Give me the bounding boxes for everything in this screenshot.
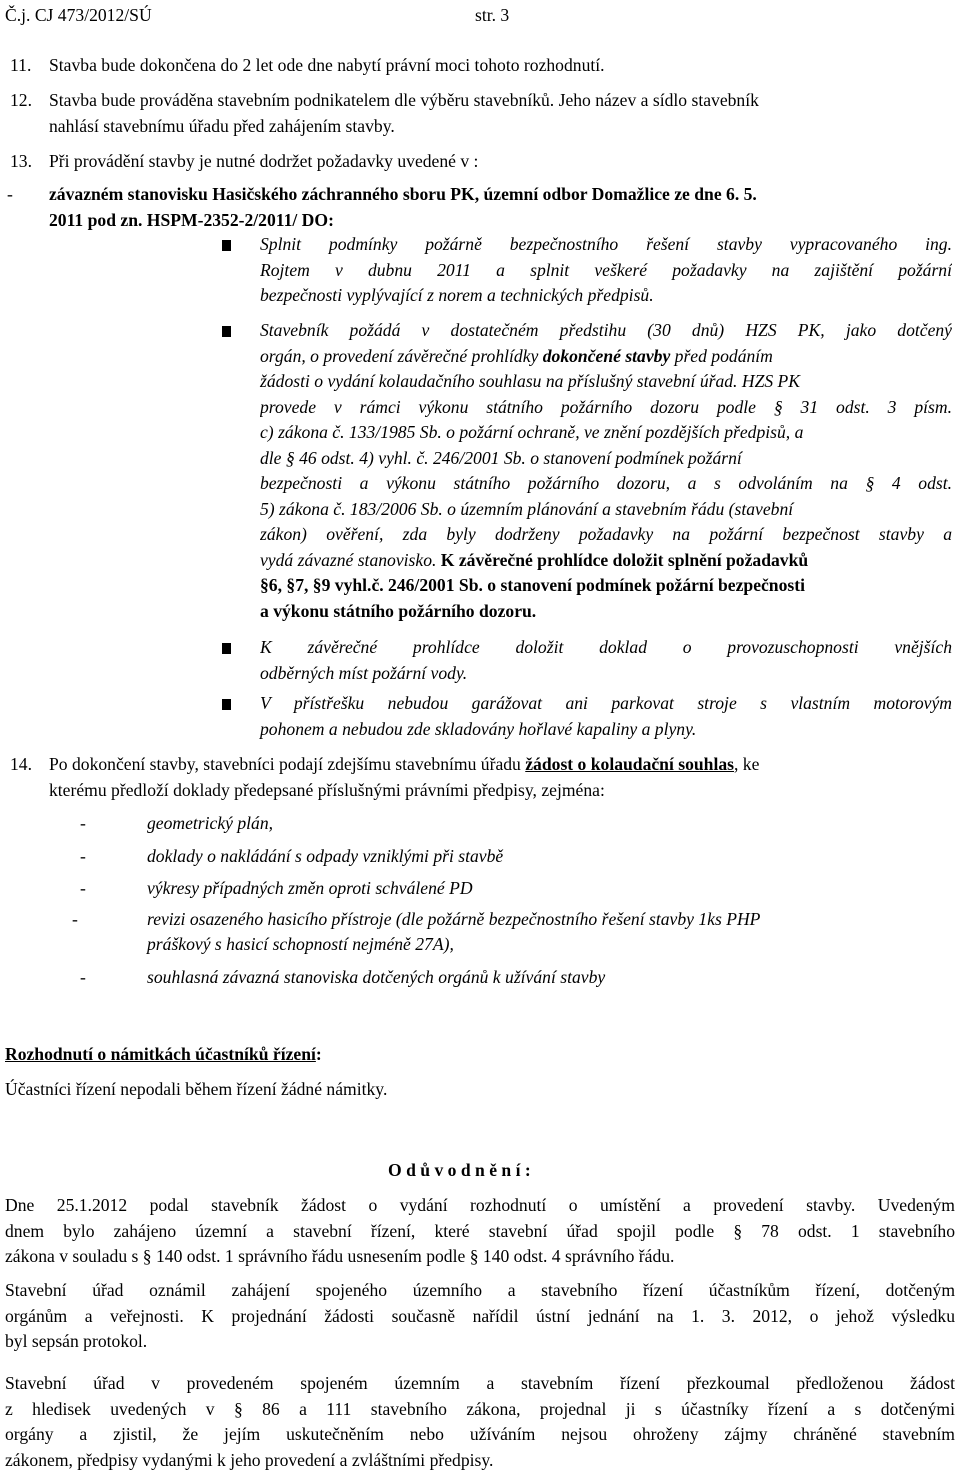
dash-marker: -: [80, 967, 86, 987]
bullet-2-line-10-bold: K závěrečné prohlídce doložit splnění požadavků: [436, 549, 809, 570]
bullet-1-line-2: Rojtem v dubnu 2011 a splnit veškeré požadavky na zajištění požární: [260, 259, 952, 280]
item-14-line-1-a: Po dokončení stavby, stavebníci podají zdejšímu stavebnímu úřadu: [49, 754, 526, 774]
dash-marker: -: [7, 184, 13, 204]
reasoning-paragraph-2: [5, 1278, 955, 1355]
objections-heading-colon: :: [315, 1044, 322, 1064]
list-item: geometrický plán,: [147, 813, 274, 833]
item-11-number: 11.: [10, 55, 32, 75]
reasoning-p3-line-3: orgány a zjistil, že jejím uskutečněním nebo užíváním nejsou ohroženy zájmy chráněné stavebním: [5, 1424, 955, 1444]
reasoning-p2-line-3: byl sepsán protokol.: [5, 1331, 148, 1351]
bullet-marker: [222, 326, 231, 337]
item-12-number: 12.: [10, 90, 32, 110]
bullet-marker: [222, 643, 231, 654]
bullet-4-line-1: V přístřešku nebudou garážovat ani parkovat stroje s vlastním motorovým: [260, 693, 952, 713]
bullet-1-line-3: bezpečnosti vyplývající z norem a technických předpisů.: [260, 285, 654, 305]
reasoning-paragraph-1: [5, 1193, 955, 1270]
bullet-1: [260, 232, 952, 309]
dash-marker: -: [72, 909, 78, 929]
dash-marker: -: [80, 813, 86, 833]
bullet-2-line-9: zákon) ověření, zda byly dodrženy požadavky na požární bezpečnost stavby a: [260, 524, 952, 544]
bullet-2-line-6: [260, 446, 952, 472]
bullet-2-line-3: [260, 369, 952, 395]
bullet-2-line-11-b: o stanovení podmínek požární bezpečnosti: [482, 575, 805, 595]
bullet-2-line-2: [260, 344, 952, 370]
dash-marker: -: [80, 878, 86, 898]
bullet-2-line-1: Stavebník požádá v dostatečném předstihu (30 dnů) HZS PK, jako dotčený: [260, 320, 952, 340]
reasoning-heading: O d ů v o d n ě n í :: [388, 1160, 531, 1180]
bullet-2: [260, 318, 952, 624]
bullet-3-line-1: K závěrečné prohlídce doložit doklad o provozuschopnosti vnějších: [260, 637, 952, 657]
item-13-number: 13.: [10, 151, 32, 171]
bullet-2-line-5-a: c) zákona č. 133/1985 Sb.: [260, 422, 442, 442]
bullet-2-line-11-a: §6, §7, §9 vyhl.č. 246/2001 Sb.: [260, 575, 483, 595]
bullet-4-line-2: pohonem a nebudou zde skladovány hořlavé kapaliny a plyny.: [260, 718, 697, 739]
page-number: str. 3: [475, 5, 510, 25]
item-12-line-2: nahlásí stavebnímu úřadu před zahájením stavby.: [49, 116, 395, 136]
bullet-3: [260, 635, 952, 686]
reasoning-p2-line-1: Stavební úřad oznámil zahájení spojeného územního a stavebního řízení účastníkům řízení, dotčeným: [5, 1280, 955, 1300]
reasoning-p1-line-3: zákona v souladu s § 140 odst. 1 správního řádu usnesením podle § 140 odst. 4 správního řádu.: [5, 1246, 675, 1266]
bullet-1-line-1: Splnit podmínky požárně bezpečnostního řešení stavby vypracovaného ing.: [260, 234, 952, 254]
objections-text: Účastníci řízení nepodali během řízení žádné námitky.: [5, 1079, 388, 1099]
list-item: doklady o nakládání s odpady vzniklými při stavbě: [147, 846, 504, 866]
bullet-marker: [222, 240, 231, 251]
list-item: souhlasná závazná stanoviska dotčených orgánů k užívání stavby: [147, 967, 606, 987]
reasoning-p1-line-1: Dne 25.1.2012 podal stavebník žádost o vydání rozhodnutí o umístění a provedení stavby. Uvedeným: [5, 1195, 955, 1215]
occupancy-permit-request: žádost o kolaudační souhlas: [525, 754, 734, 774]
objections-heading: [5, 1042, 322, 1068]
bullet-2-line-6-b: o stanovení podmínek požární: [525, 447, 742, 468]
bullet-2-line-2-bold: dokončené stavby: [542, 345, 671, 366]
fire-rescue-statement: [49, 182, 951, 233]
objections-heading-text: Rozhodnutí o námitkách účastníků řízení: [5, 1044, 316, 1064]
list-item: výkresy případných změn oproti schválené PD: [147, 878, 473, 898]
bullet-2-line-4: provede v rámci výkonu státního požárního dozoru podle § 31 odst. 3 písm.: [260, 396, 952, 417]
reasoning-p2-line-2: orgánům a veřejnosti. K projednání žádosti současně nařídil ústní jednání na 1. 3. 2012, o jehož výsledku: [5, 1305, 955, 1326]
bullet-2-line-10: [260, 548, 952, 574]
item-13-text: Při provádění stavby je nutné dodržet požadavky uvedené v :: [49, 151, 479, 171]
bullet-2-line-2-c: před podáním: [670, 345, 773, 366]
bullet-2-line-8-b: o územním plánování a stavebním řádu (stavební: [442, 498, 794, 519]
reasoning-p3-line-2: z hledisek uvedených v § 86 a 111 stavebního zákona, projednal ji s účastníky řízení a s dotčenými: [5, 1398, 955, 1419]
bullet-2-line-8-a: 5) zákona č. 183/2006 Sb.: [260, 498, 443, 519]
item-11-text: Stavba bude dokončena do 2 let ode dne nabytí právní moci tohoto rozhodnutí.: [49, 55, 605, 75]
list-item-continuation: práškový s hasicí schopností nejméně 27A),: [147, 934, 454, 954]
item-14-text: [49, 752, 952, 803]
bullet-2-line-3-a: žádosti o vydání kolaudačního souhlasu na příslušný stavební úřad.: [260, 371, 738, 391]
bullet-2-line-6-a: dle § 46 odst. 4) vyhl. č. 246/2001 Sb.: [260, 447, 526, 468]
reasoning-p3-line-4: zákonem, předpisy vydanými k jeho provedení a zvláštními předpisy.: [5, 1449, 494, 1470]
document-reference: Č.j. CJ 473/2012/SÚ: [5, 5, 152, 25]
item-14-number: 14.: [10, 754, 32, 774]
item-14-line-1-c: , ke: [734, 754, 760, 774]
bullet-2-line-12: a výkonu státního požárního dozoru.: [260, 600, 537, 621]
item-14-line-1: [49, 752, 952, 778]
bullet-2-line-11: [260, 573, 952, 599]
bullet-2-line-8: [260, 497, 952, 523]
bullet-2-line-5-b: o požární ochraně, ve znění pozdějších předpisů, a: [441, 422, 804, 442]
fire-rescue-line-2: 2011 pod zn. HSPM-2352-2/2011/ DO:: [49, 209, 334, 230]
bullet-2-line-5: [260, 420, 952, 446]
list-item: revizi osazeného hasicího přístroje (dle požárně bezpečnostního řešení stavby 1ks PHP: [147, 909, 761, 929]
bullet-2-line-3-b: HZS PK: [737, 371, 801, 391]
bullet-4: [260, 691, 952, 742]
bullet-2-line-10-a: vydá závazné stanovisko.: [260, 549, 437, 570]
bullet-3-line-2: odběrných míst požární vody.: [260, 662, 468, 683]
bullet-marker: [222, 699, 231, 710]
item-14-line-2: kterému předloží doklady předepsané příslušnými právními předpisy, zejména:: [49, 779, 605, 800]
reasoning-p3-line-1: Stavební úřad v provedeném spojeném územním a stavebním řízení přezkoumal předloženou žádost: [5, 1373, 955, 1393]
reasoning-p1-line-2: dnem bylo zahájeno územní a stavební řízení, které stavební úřad spojil podle § 78 odst. 1 stavebního: [5, 1220, 955, 1241]
reasoning-paragraph-3: [5, 1371, 955, 1473]
item-12-line-1: Stavba bude prováděna stavebním podnikatelem dle výběru stavebníků. Jeho název a sídlo stavebník: [49, 90, 759, 110]
bullet-2-line-7: bezpečnosti a výkonu státního požárního dozoru, a s odvoláním na § 4 odst.: [260, 473, 952, 493]
bullet-2-line-2-a: orgán, o provedení závěrečné prohlídky: [260, 345, 543, 366]
fire-rescue-line-1: závazném stanovisku Hasičského záchranného sboru PK, územní odbor Domažlice ze dne 6. 5.: [49, 184, 757, 204]
dash-marker: -: [80, 846, 86, 866]
